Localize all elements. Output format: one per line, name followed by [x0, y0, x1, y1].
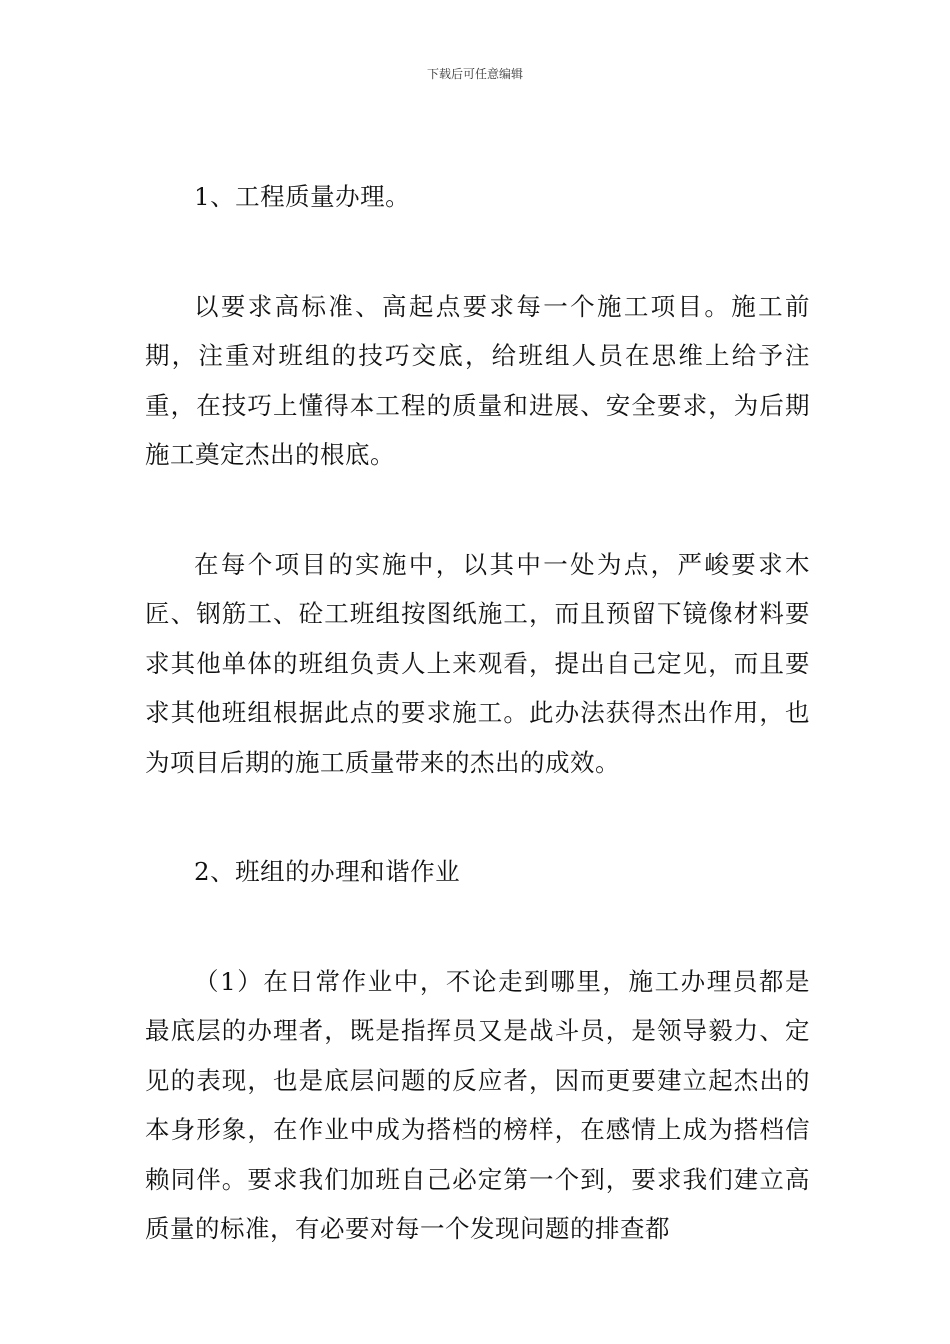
- paragraph-3: （1）在日常作业中，不论走到哪里，施工办理员都是最底层的办理者，既是指挥员又是战斗员，是领导毅力、定见的表现，也是底层问题的反应者，因而更要建立起杰出的本身形象，在作业中成为搭档的榜样，在感情上成为搭档信赖同伴。要求我们加班自己必定第一个到，要求我们建立高质量的标准，有必要对每一个发现问题的排查都: [145, 966, 810, 1243]
- spacer: [145, 897, 810, 957]
- paragraph-1: 以要求高标准、高起点要求每一个施工项目。施工前期，注重对班组的技巧交底，给班组人员在思维上给予注重，在技巧上懂得本工程的质量和进展、安全要求，为后期施工奠定杰出的根底。: [145, 291, 810, 469]
- page-header: [0, 66, 950, 82]
- section-heading-2: 2、班组的办理和谐作业: [194, 857, 461, 886]
- header-note: 下载后可任意编辑: [426, 67, 523, 81]
- document-body: [145, 172, 810, 1254]
- spacer: [145, 480, 810, 540]
- spacer: [145, 222, 810, 282]
- spacer: [145, 787, 810, 847]
- paragraph-2: 在每个项目的实施中，以其中一处为点，严峻要求木匠、钢筋工、砼工班组按图纸施工，而且预留下镜像材料要求其他单体的班组负责人上来观看，提出自己定见，而且要求其他班组根据此点的要求施工。此办法获得杰出作用，也为项目后期的施工质量带来的杰出的成效。: [145, 549, 810, 777]
- section-heading-1: 1、工程质量办理。: [194, 182, 411, 211]
